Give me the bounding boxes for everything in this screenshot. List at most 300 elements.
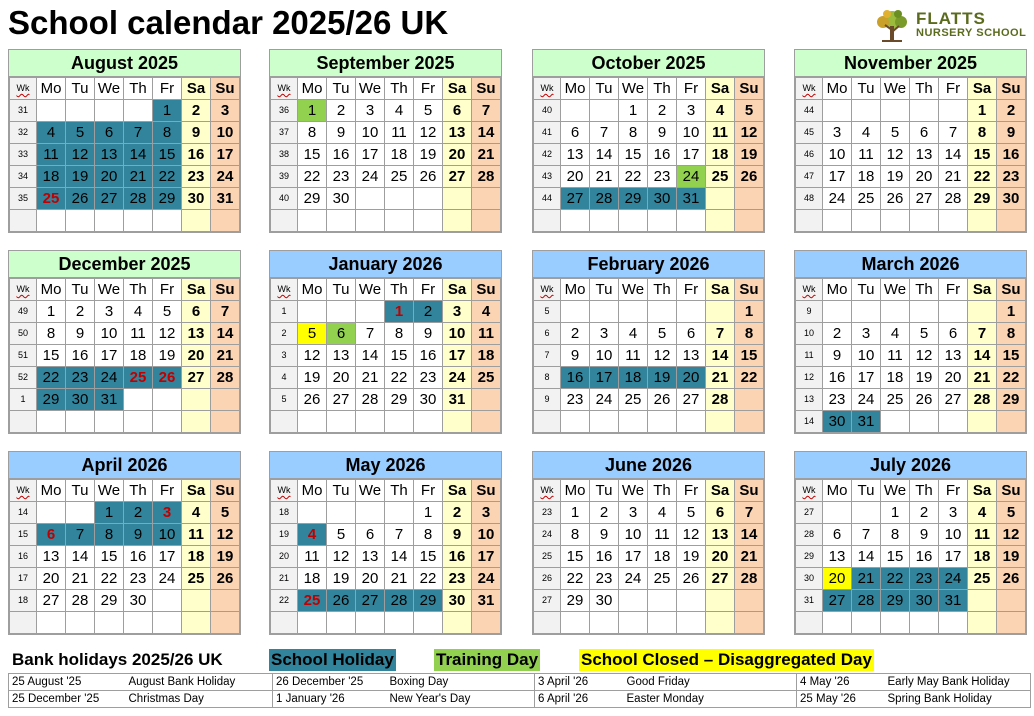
day-cell [561,612,590,634]
day-header: Mo [298,279,327,301]
day-cell: 18 [124,345,153,367]
day-cell [648,590,677,612]
day-cell: 25 [619,389,648,411]
month-table [9,77,240,232]
week-number: 44 [534,188,561,210]
day-cell: 2 [327,100,356,122]
day-cell: 1 [95,502,124,524]
day-cell: 24 [356,166,385,188]
week-row [271,389,501,411]
day-header: Sa [706,78,735,100]
day-cell: 3 [472,502,501,524]
day-cell: 24 [443,367,472,389]
day-cell: 5 [881,122,910,144]
month-july-2026 [794,451,1027,635]
week-number: 15 [10,524,37,546]
week-number: 5 [534,301,561,323]
logo-name: FLATTS [916,9,986,28]
week-row [10,546,240,568]
week-number [534,411,561,433]
day-cell: 22 [881,568,910,590]
day-cell: 26 [211,568,240,590]
day-cell: 20 [561,166,590,188]
week-row [534,524,764,546]
day-cell [648,210,677,232]
week-row [534,345,764,367]
day-cell: 17 [823,166,852,188]
month-table [533,77,764,232]
day-cell: 2 [590,502,619,524]
week-row [10,166,240,188]
day-cell: 26 [414,166,443,188]
day-cell: 5 [910,323,939,345]
day-cell [472,210,501,232]
week-number: 20 [271,546,298,568]
day-cell: 27 [443,166,472,188]
day-cell: 4 [648,502,677,524]
day-cell [823,612,852,634]
day-cell: 7 [124,122,153,144]
bank-holiday-date: 25 May '26 [797,691,885,708]
day-cell: 20 [356,568,385,590]
day-cell: 2 [823,323,852,345]
day-cell: 28 [852,590,881,612]
week-row [796,345,1026,367]
day-cell: 19 [327,568,356,590]
week-number [796,210,823,232]
day-cell: 7 [590,122,619,144]
day-cell: 29 [95,590,124,612]
day-cell: 7 [852,524,881,546]
day-cell: 16 [648,144,677,166]
day-cell: 10 [472,524,501,546]
week-row [10,612,240,634]
day-header: Th [910,78,939,100]
day-cell [881,210,910,232]
day-cell: 26 [66,188,95,210]
day-header: Su [211,279,240,301]
day-cell: 15 [298,144,327,166]
day-cell: 10 [677,122,706,144]
day-cell: 28 [66,590,95,612]
day-cell [66,612,95,634]
day-cell [385,188,414,210]
week-number: 13 [796,389,823,411]
day-cell: 27 [706,568,735,590]
day-cell: 18 [852,166,881,188]
day-cell: 2 [124,502,153,524]
day-cell: 17 [95,345,124,367]
day-cell: 7 [211,301,240,323]
day-cell: 5 [735,100,764,122]
day-cell [472,188,501,210]
day-cell: 13 [677,345,706,367]
day-cell [37,100,66,122]
day-cell: 22 [153,166,182,188]
day-cell: 28 [472,166,501,188]
week-number: 33 [10,144,37,166]
day-cell: 26 [298,389,327,411]
month-title: April 2026 [9,452,240,479]
day-cell: 12 [66,144,95,166]
day-cell: 3 [443,301,472,323]
month-table [533,278,764,433]
day-cell: 9 [997,122,1026,144]
day-cell [910,210,939,232]
logo-subtitle: NURSERY SCHOOL [916,27,1027,39]
day-cell: 25 [648,568,677,590]
day-header: We [356,78,385,100]
day-cell: 7 [706,323,735,345]
day-cell: 30 [414,389,443,411]
week-row [534,367,764,389]
day-cell [590,100,619,122]
month-october-2025 [532,49,765,233]
day-cell: 27 [356,590,385,612]
day-cell: 14 [852,546,881,568]
day-cell: 21 [124,166,153,188]
day-cell: 6 [677,323,706,345]
day-header: We [95,279,124,301]
day-cell: 6 [182,301,211,323]
month-title: December 2025 [9,251,240,278]
day-cell: 29 [968,188,997,210]
day-cell: 21 [706,367,735,389]
day-cell [211,590,240,612]
day-header: Mo [823,78,852,100]
week-row [271,323,501,345]
day-cell: 2 [443,502,472,524]
day-cell: 17 [211,144,240,166]
week-number: 44 [796,100,823,122]
day-header: Mo [561,78,590,100]
day-cell [939,612,968,634]
day-cell: 28 [939,188,968,210]
day-cell: 9 [182,122,211,144]
day-cell: 11 [124,323,153,345]
day-cell: 27 [677,389,706,411]
day-cell: 16 [561,367,590,389]
day-cell [735,389,764,411]
week-row [534,546,764,568]
day-header: Fr [414,279,443,301]
day-cell: 27 [37,590,66,612]
week-number: 25 [534,546,561,568]
day-cell: 3 [823,122,852,144]
day-cell: 2 [648,100,677,122]
week-row [10,144,240,166]
day-header: Su [735,78,764,100]
day-cell: 8 [881,524,910,546]
day-cell: 6 [561,122,590,144]
day-cell: 8 [298,122,327,144]
week-row [271,502,501,524]
bank-holiday-name: Good Friday [624,674,797,691]
week-number: 45 [796,122,823,144]
week-row [10,502,240,524]
day-cell [414,210,443,232]
week-number-header: Wk [10,78,37,100]
week-row [796,411,1026,433]
day-cell: 25 [37,188,66,210]
day-cell: 21 [211,345,240,367]
week-row [796,100,1026,122]
week-number: 36 [271,100,298,122]
day-cell: 11 [968,524,997,546]
day-cell: 8 [385,323,414,345]
day-cell: 15 [95,546,124,568]
day-cell [619,612,648,634]
week-row [534,590,764,612]
day-cell: 29 [153,188,182,210]
day-cell: 23 [182,166,211,188]
day-cell: 15 [153,144,182,166]
day-cell: 14 [124,144,153,166]
month-title: March 2026 [795,251,1026,278]
day-cell: 21 [385,568,414,590]
day-cell: 8 [997,323,1026,345]
day-cell [852,612,881,634]
week-row [271,524,501,546]
day-header: Fr [939,480,968,502]
day-cell: 7 [735,502,764,524]
day-cell: 6 [443,100,472,122]
month-title: May 2026 [270,452,501,479]
day-cell: 11 [619,345,648,367]
day-cell: 20 [37,568,66,590]
week-row [534,612,764,634]
day-cell [414,411,443,433]
day-cell [677,210,706,232]
day-cell [852,502,881,524]
day-cell: 10 [823,144,852,166]
week-number-header: Wk [10,480,37,502]
day-cell [356,411,385,433]
week-row [534,188,764,210]
day-cell: 30 [182,188,211,210]
week-number: 27 [534,590,561,612]
month-september-2025 [269,49,502,233]
day-cell: 12 [735,122,764,144]
legend-school-holiday: School Holiday [271,650,394,669]
day-cell: 4 [298,524,327,546]
week-number: 22 [271,590,298,612]
day-cell [37,612,66,634]
day-header: Su [472,78,501,100]
day-cell: 5 [298,323,327,345]
day-cell: 30 [997,188,1026,210]
day-header: Fr [153,279,182,301]
day-cell: 5 [648,323,677,345]
month-title: July 2026 [795,452,1026,479]
week-number: 52 [10,367,37,389]
day-header: Th [385,78,414,100]
day-cell: 7 [66,524,95,546]
day-cell: 28 [968,389,997,411]
day-cell: 25 [472,367,501,389]
day-cell: 8 [619,122,648,144]
day-cell: 24 [590,389,619,411]
bank-holiday-name: Spring Bank Holiday [885,691,1031,708]
day-header: Tu [852,78,881,100]
day-header: Th [385,279,414,301]
day-cell: 21 [939,166,968,188]
day-header: Tu [66,480,95,502]
week-number: 9 [534,389,561,411]
day-cell [298,411,327,433]
bank-holiday-date: 25 August '25 [9,674,126,691]
day-cell: 22 [968,166,997,188]
day-header: Su [211,78,240,100]
day-header: We [881,279,910,301]
day-cell [852,100,881,122]
month-may-2026 [269,451,502,635]
month-title: June 2026 [533,452,764,479]
week-number: 28 [796,524,823,546]
day-cell: 8 [95,524,124,546]
week-number: 24 [534,524,561,546]
day-cell: 4 [385,100,414,122]
day-cell: 15 [561,546,590,568]
day-cell: 14 [706,345,735,367]
day-cell: 11 [881,345,910,367]
day-cell: 15 [968,144,997,166]
week-row [10,301,240,323]
week-number: 21 [271,568,298,590]
day-cell [648,301,677,323]
week-row [534,144,764,166]
day-cell: 7 [356,323,385,345]
day-header: Sa [182,480,211,502]
week-row [796,188,1026,210]
week-number: 32 [10,122,37,144]
day-cell [182,210,211,232]
day-cell: 16 [414,345,443,367]
day-cell: 24 [472,568,501,590]
day-header: Th [648,279,677,301]
day-header: Sa [443,480,472,502]
week-number-header: Wk [534,279,561,301]
day-cell: 20 [677,367,706,389]
month-november-2025 [794,49,1027,233]
month-june-2026 [532,451,765,635]
day-cell [706,301,735,323]
week-number: 12 [796,367,823,389]
day-header: Th [648,480,677,502]
day-cell: 1 [385,301,414,323]
day-cell: 18 [472,345,501,367]
week-number: 4 [271,367,298,389]
day-cell: 25 [706,166,735,188]
day-cell: 22 [619,166,648,188]
day-cell: 6 [95,122,124,144]
week-number: 9 [796,301,823,323]
week-number [10,612,37,634]
day-header: Tu [590,78,619,100]
day-cell: 25 [881,389,910,411]
day-cell [619,411,648,433]
day-cell: 10 [939,524,968,546]
week-number-header: Wk [534,480,561,502]
day-cell [472,411,501,433]
day-cell: 19 [648,367,677,389]
day-cell [881,612,910,634]
day-cell: 1 [881,502,910,524]
day-header: Mo [298,78,327,100]
day-cell [910,612,939,634]
week-number-header: Wk [271,480,298,502]
day-cell: 17 [153,546,182,568]
day-cell [561,301,590,323]
day-header: Th [124,279,153,301]
day-cell [590,210,619,232]
week-number: 51 [10,345,37,367]
month-table [9,278,240,433]
day-header: Su [472,480,501,502]
day-cell [735,411,764,433]
month-title: October 2025 [533,50,764,77]
week-row [534,210,764,232]
day-cell: 7 [472,100,501,122]
day-cell: 17 [677,144,706,166]
day-cell: 24 [211,166,240,188]
week-row [10,323,240,345]
day-cell: 16 [66,345,95,367]
day-cell [356,210,385,232]
day-cell: 19 [881,166,910,188]
day-cell: 21 [852,568,881,590]
day-header: We [619,480,648,502]
day-header: Mo [37,279,66,301]
day-cell: 16 [997,144,1026,166]
day-cell: 5 [66,122,95,144]
month-title: August 2025 [9,50,240,77]
day-cell [619,210,648,232]
day-cell: 7 [968,323,997,345]
month-table [795,479,1026,634]
week-row [796,389,1026,411]
day-cell [153,411,182,433]
day-cell: 1 [619,100,648,122]
day-cell: 17 [939,546,968,568]
day-cell [968,411,997,433]
day-cell: 29 [997,389,1026,411]
day-cell: 29 [561,590,590,612]
week-row [796,323,1026,345]
day-cell: 29 [37,389,66,411]
week-row [796,546,1026,568]
day-cell [881,100,910,122]
day-cell [823,502,852,524]
week-row [10,100,240,122]
day-cell [66,411,95,433]
day-header: We [95,78,124,100]
day-cell: 23 [910,568,939,590]
week-number: 49 [10,301,37,323]
day-cell: 13 [561,144,590,166]
week-number: 18 [271,502,298,524]
day-cell: 14 [356,345,385,367]
day-cell: 19 [414,144,443,166]
week-number-header: Wk [271,279,298,301]
legend-school-closed: School Closed – Disaggregated Day [581,650,872,669]
day-cell: 31 [211,188,240,210]
day-cell: 18 [37,166,66,188]
day-cell [472,389,501,411]
day-cell [385,502,414,524]
day-cell [182,590,211,612]
day-cell: 24 [677,166,706,188]
